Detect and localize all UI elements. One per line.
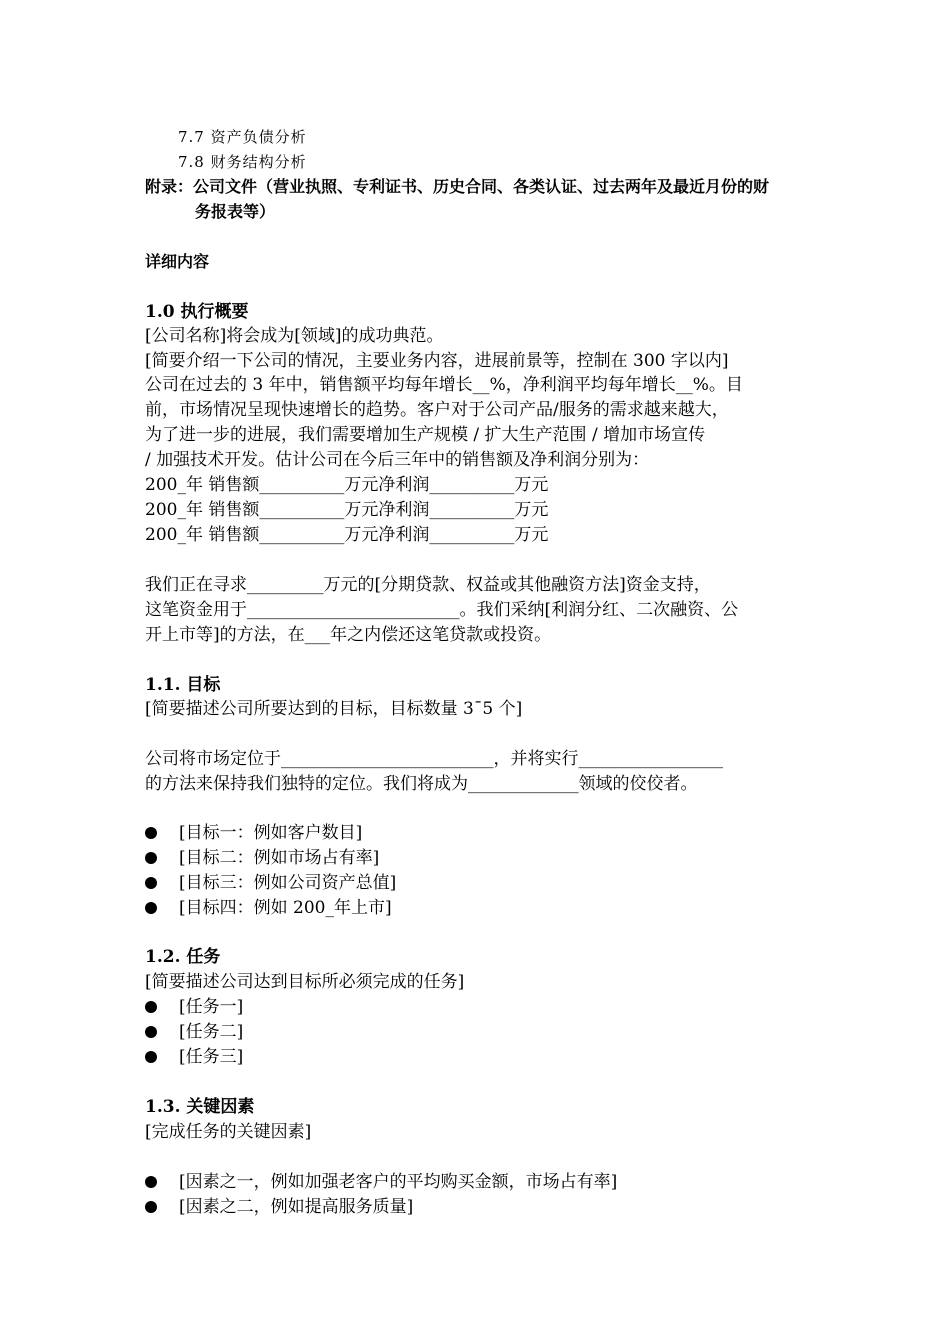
list-item [145, 996, 243, 1018]
bullet-icon [145, 902, 157, 914]
appendix-line-1: 附录：公司文件（营业执照、专利证书、历史合同、各类认证、过去两年及最近月份的财 [145, 177, 770, 196]
section-1-0-line: 前，市场情况呈现快速增长的趋势。客户对于公司产品/服务的需求越来越大， [145, 400, 729, 420]
toc-item-7-7: 7.7 资产负债分析 [178, 128, 307, 146]
section-1-0-line: / 加强技术开发。估计公司在今后三年中的销售额及净利润分别为： [145, 450, 650, 470]
details-heading: 详细内容 [145, 252, 210, 271]
list-item [145, 1046, 243, 1068]
list-item [145, 872, 396, 894]
bullet-icon [145, 1026, 157, 1038]
list-item-text: [目标二：例如市场占有率] [179, 848, 380, 868]
section-1-3-desc: [完成任务的关键因素] [145, 1122, 312, 1142]
list-item-text: [因素之二，例如提高服务质量] [179, 1197, 414, 1217]
toc-item-7-8: 7.8 财务结构分析 [178, 153, 307, 171]
forecast-row: 200_年 销售额__________万元净利润__________万元 [145, 525, 549, 545]
forecast-row: 200_年 销售额__________万元净利润__________万元 [145, 475, 549, 495]
list-item [145, 847, 379, 869]
section-1-0-line: [公司名称]将会成为[领域]的成功典范。 [145, 326, 444, 346]
list-item-text: [目标一：例如客户数目] [179, 823, 363, 843]
funding-line: 开上市等]的方法，在___年之内偿还这笔贷款或投资。 [145, 625, 552, 645]
list-item-text: [任务三] [179, 1047, 244, 1067]
bullet-icon [145, 1001, 157, 1013]
list-item-text: [任务二] [179, 1022, 244, 1042]
list-item-text: [因素之一，例如加强老客户的平均购买金额，市场占有率] [179, 1172, 618, 1192]
positioning-line: 公司将市场定位于_________________________，并将实行_________________ [145, 749, 723, 769]
section-1-0-line: 为了进一步的进展，我们需要增加生产规模 / 扩大生产范围 / 增加市场宣传 [145, 425, 706, 445]
list-item [145, 1196, 413, 1218]
funding-line: 这笔资金用于_________________________。我们采纳[利润分红、二次融资、公 [145, 600, 739, 620]
bullet-icon [145, 877, 157, 889]
section-1-1-desc: [简要描述公司所要达到的目标，目标数量 3¯5 个] [145, 699, 523, 719]
section-1-0-heading: 1.0 执行概要 [145, 302, 249, 322]
bullet-icon [145, 852, 157, 864]
list-item-text: [任务一] [179, 997, 244, 1017]
list-item [145, 1171, 617, 1193]
positioning-line: 的方法来保持我们独特的定位。我们将成为_____________领域的佼佼者。 [145, 774, 698, 794]
section-1-3-heading: 1.3. 关键因素 [145, 1097, 255, 1117]
section-1-0-line: [简要介绍一下公司的情况，主要业务内容，进展前景等，控制在 300 字以内] [145, 351, 729, 371]
forecast-row: 200_年 销售额__________万元净利润__________万元 [145, 500, 549, 520]
list-item-text: [目标三：例如公司资产总值] [179, 873, 397, 893]
section-1-1-heading: 1.1. 目标 [145, 675, 221, 695]
list-item [145, 897, 392, 919]
list-item-text: [目标四：例如 200_年上市] [179, 898, 392, 918]
bullet-icon [145, 1051, 157, 1063]
list-item [145, 1021, 243, 1043]
section-1-0-line: 公司在过去的 3 年中，销售额平均每年增长__%，净利润平均每年增长__%。目 [145, 375, 743, 395]
bullet-icon [145, 1201, 157, 1213]
list-item [145, 822, 362, 844]
section-1-2-heading: 1.2. 任务 [145, 947, 221, 967]
section-1-2-desc: [简要描述公司达到目标所必须完成的任务] [145, 972, 465, 992]
bullet-icon [145, 1176, 157, 1188]
appendix-line-2: 务报表等） [195, 202, 276, 221]
funding-line: 我们正在寻求_________万元的[分期贷款、权益或其他融资方法]资金支持， [145, 575, 711, 595]
bullet-icon [145, 827, 157, 839]
